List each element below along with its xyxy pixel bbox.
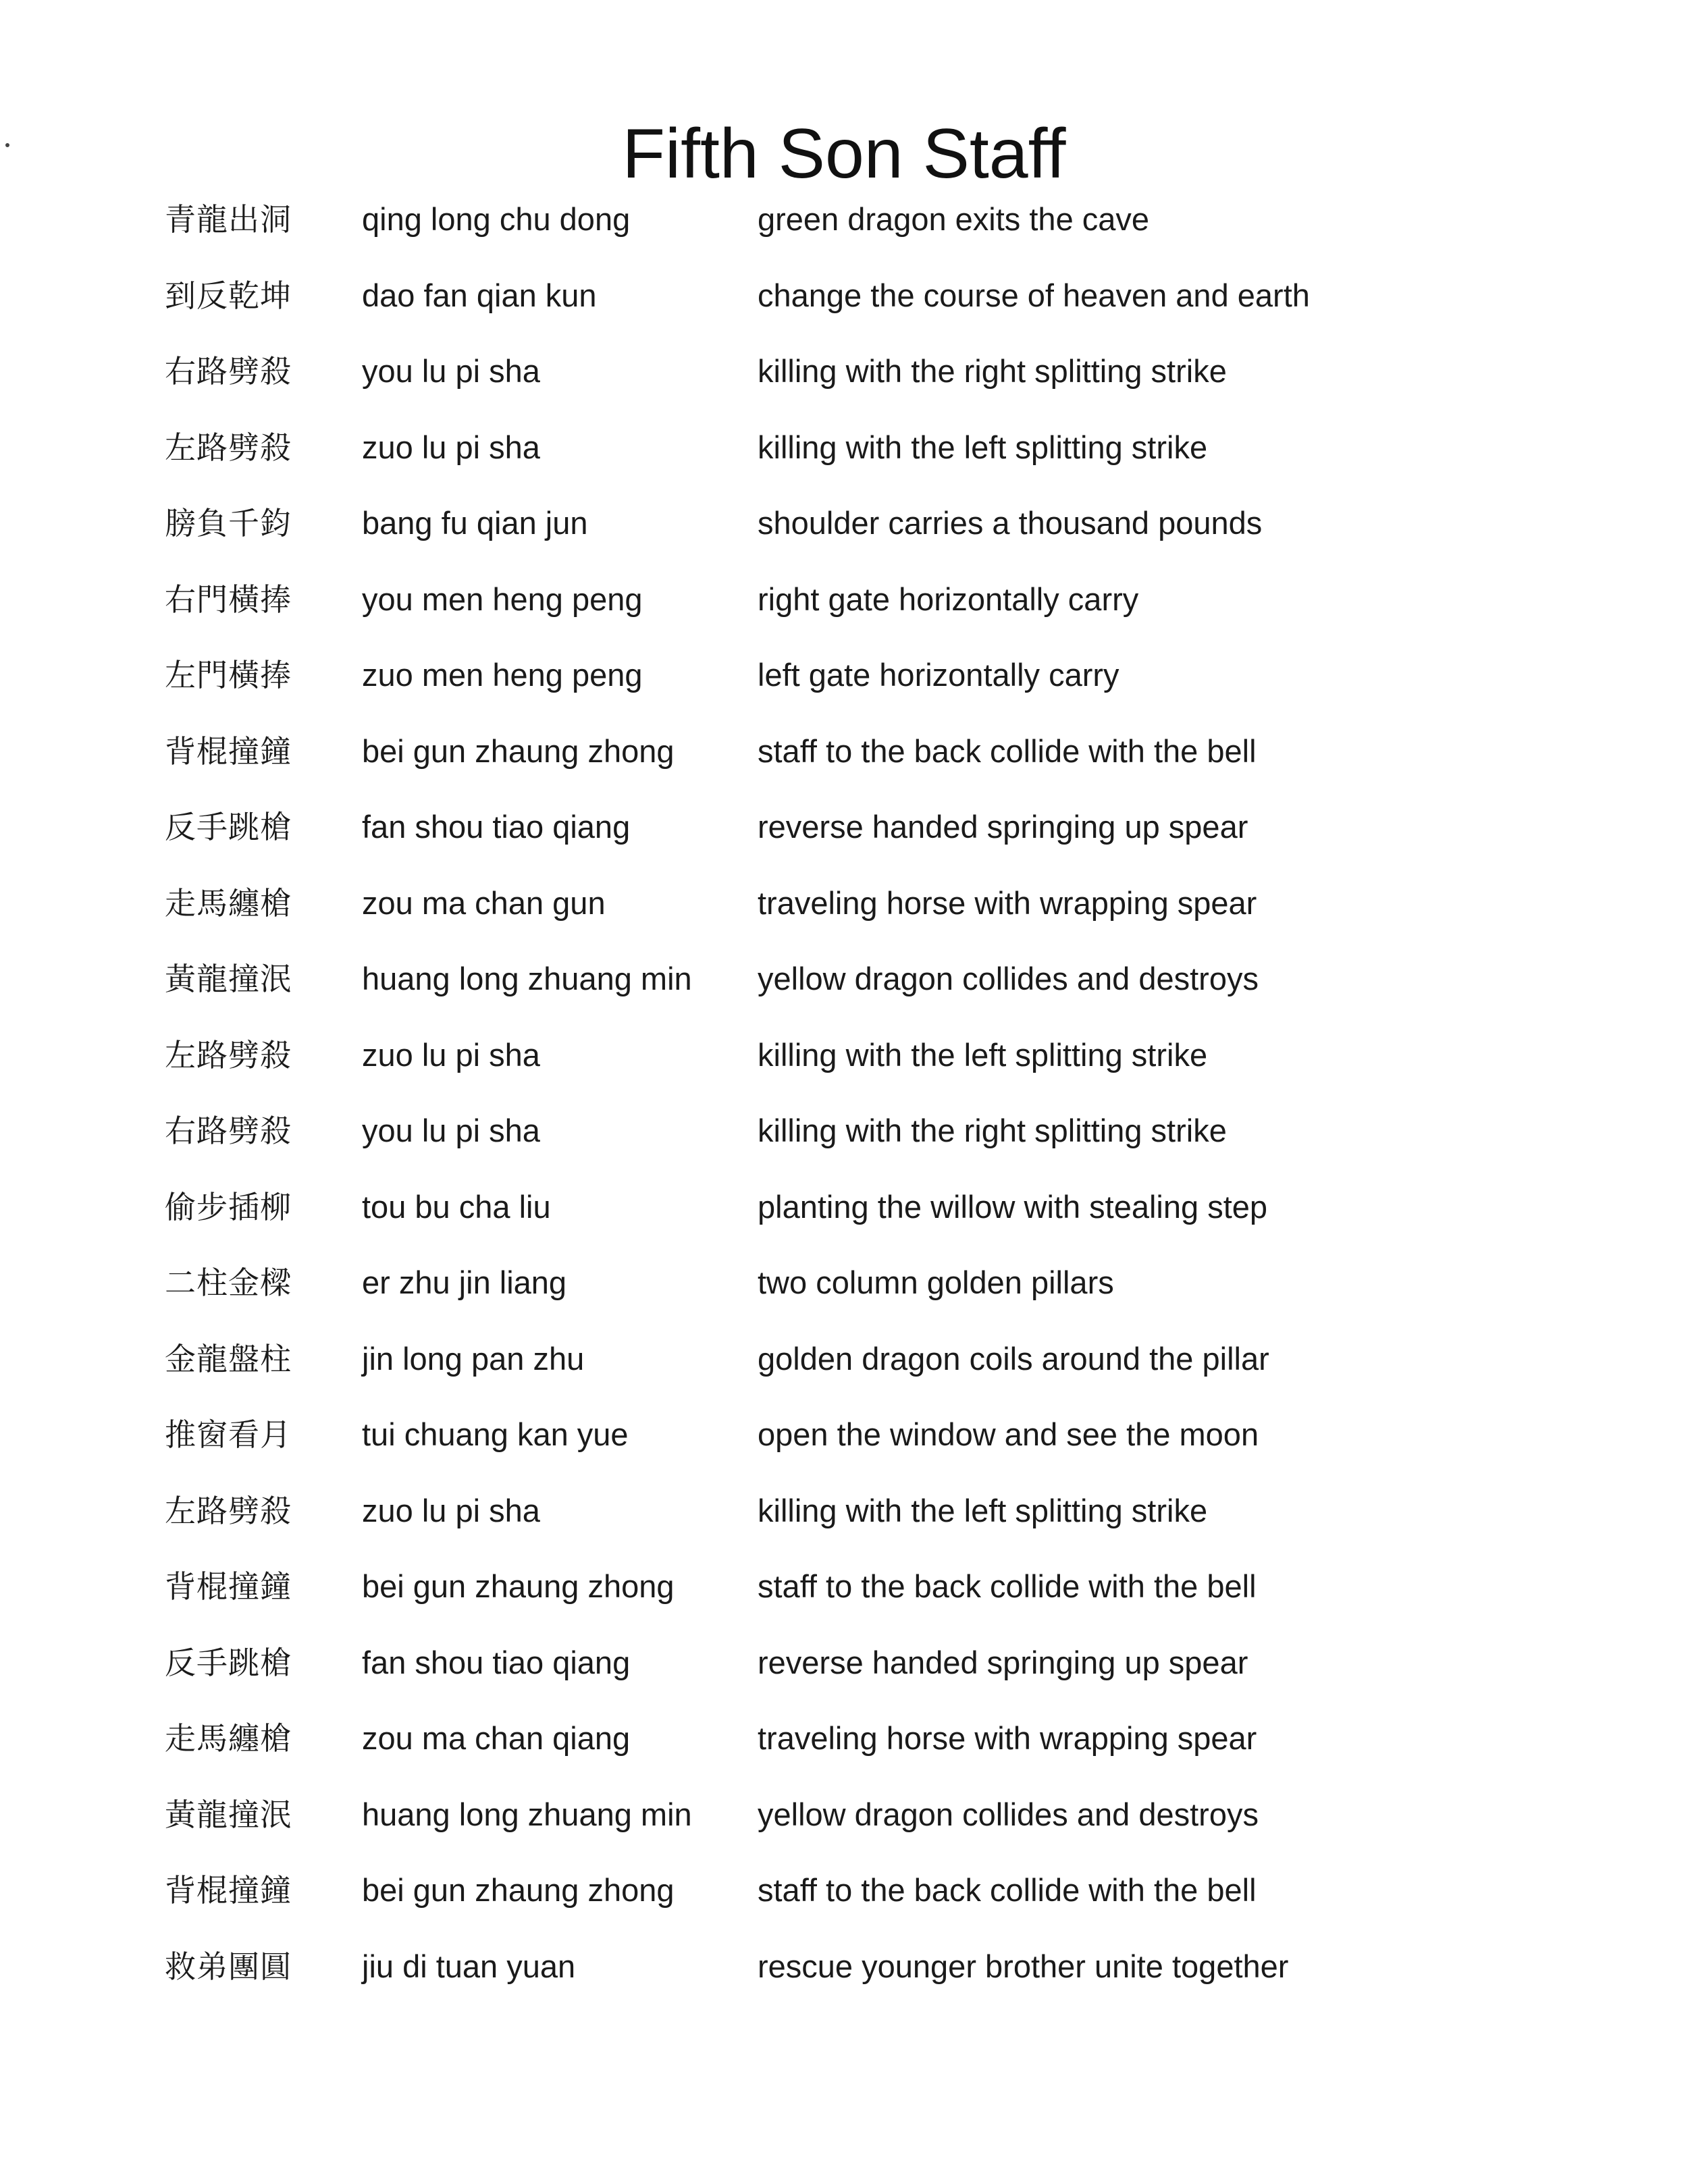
english-translation: shoulder carries a thousand pounds — [758, 505, 1263, 541]
english-translation: open the window and see the moon — [758, 1416, 1259, 1452]
list-item — [0, 576, 1688, 652]
english-translation: killing with the left splitting strike — [758, 429, 1208, 465]
list-item — [0, 1411, 1688, 1487]
english-translation: right gate horizontally carry — [758, 581, 1139, 617]
list-item — [0, 1032, 1688, 1108]
scan-speck — [5, 143, 9, 147]
english-translation: killing with the left splitting strike — [758, 1036, 1208, 1073]
hanzi-name: 金龍盤柱 — [165, 1340, 292, 1377]
hanzi-name: 右路劈殺 — [165, 353, 292, 390]
movement-list — [0, 196, 1688, 2019]
hanzi-name: 左路劈殺 — [165, 1036, 292, 1073]
english-translation: yellow dragon collides and destroys — [758, 1796, 1259, 1832]
pinyin-name: fan shou tiao qiang — [362, 809, 631, 845]
english-translation: left gate horizontally carry — [758, 657, 1119, 693]
hanzi-name: 左路劈殺 — [165, 429, 292, 466]
list-item — [0, 1107, 1688, 1183]
hanzi-name: 背棍撞鐘 — [165, 733, 292, 770]
hanzi-name: 走馬纏槍 — [165, 884, 292, 922]
english-translation: traveling horse with wrapping spear — [758, 884, 1257, 921]
list-item — [0, 1335, 1688, 1412]
list-item — [0, 348, 1688, 424]
hanzi-name: 右門橫捧 — [165, 581, 292, 618]
list-item — [0, 880, 1688, 956]
pinyin-name: zuo men heng peng — [362, 657, 643, 693]
pinyin-name: huang long zhuang min — [362, 1796, 692, 1832]
list-item — [0, 1943, 1688, 2019]
english-translation: yellow dragon collides and destroys — [758, 961, 1259, 996]
english-translation: two column golden pillars — [758, 1264, 1114, 1300]
english-translation: reverse handed springing up spear — [758, 809, 1248, 845]
hanzi-name: 到反乾坤 — [165, 277, 292, 314]
pinyin-name: tou bu cha liu — [362, 1188, 551, 1225]
pinyin-name: zuo lu pi sha — [362, 1492, 540, 1528]
pinyin-name: bei gun zhaung zhong — [362, 1568, 675, 1604]
hanzi-name: 黃龍撞泯 — [165, 961, 292, 997]
pinyin-name: er zhu jin liang — [362, 1264, 567, 1300]
hanzi-name: 二柱金樑 — [165, 1264, 292, 1301]
hanzi-name: 偷步插柳 — [165, 1188, 292, 1225]
hanzi-name: 左路劈殺 — [165, 1492, 292, 1529]
pinyin-name: jiu di tuan yuan — [362, 1948, 576, 1984]
list-item — [0, 728, 1688, 804]
list-item — [0, 1791, 1688, 1867]
list-item — [0, 1867, 1688, 1943]
hanzi-name: 膀負千鈞 — [165, 505, 292, 541]
english-translation: change the course of heaven and earth — [758, 277, 1310, 313]
list-item — [0, 1639, 1688, 1715]
hanzi-name: 反手跳槍 — [165, 1644, 292, 1681]
english-translation: planting the willow with stealing step — [758, 1188, 1268, 1225]
english-translation: rescue younger brother unite together — [758, 1948, 1289, 1984]
list-item — [0, 1183, 1688, 1260]
english-translation: golden dragon coils around the pillar — [758, 1340, 1269, 1377]
english-translation: killing with the right splitting strike — [758, 353, 1227, 389]
pinyin-name: zou ma chan gun — [362, 884, 606, 921]
hanzi-name: 反手跳槍 — [165, 809, 292, 845]
list-item — [0, 1715, 1688, 1791]
pinyin-name: qing long chu dong — [362, 201, 631, 237]
hanzi-name: 右路劈殺 — [165, 1113, 292, 1149]
pinyin-name: dao fan qian kun — [362, 277, 597, 313]
pinyin-name: you lu pi sha — [362, 353, 540, 389]
english-translation: killing with the left splitting strike — [758, 1492, 1208, 1528]
english-translation: killing with the right splitting strike — [758, 1113, 1227, 1148]
list-item — [0, 1563, 1688, 1639]
hanzi-name: 左門橫捧 — [165, 657, 292, 693]
hanzi-name: 青龍出洞 — [165, 201, 292, 238]
list-item — [0, 196, 1688, 272]
pinyin-name: tui chuang kan yue — [362, 1416, 629, 1452]
pinyin-name: bei gun zhaung zhong — [362, 733, 675, 769]
hanzi-name: 黃龍撞泯 — [165, 1796, 292, 1833]
pinyin-name: zuo lu pi sha — [362, 429, 540, 465]
list-item — [0, 500, 1688, 576]
pinyin-name: zou ma chan qiang — [362, 1720, 631, 1756]
hanzi-name: 走馬纏槍 — [165, 1720, 292, 1757]
pinyin-name: you men heng peng — [362, 581, 643, 617]
english-translation: staff to the back collide with the bell — [758, 1872, 1257, 1908]
list-item — [0, 272, 1688, 348]
english-translation: staff to the back collide with the bell — [758, 1568, 1257, 1604]
list-item — [0, 651, 1688, 728]
list-item — [0, 424, 1688, 500]
pinyin-name: bang fu qian jun — [362, 505, 588, 541]
list-item — [0, 955, 1688, 1032]
pinyin-name: jin long pan zhu — [362, 1340, 585, 1377]
list-item — [0, 803, 1688, 880]
page-title: Fifth Son Staff — [622, 115, 1066, 193]
english-translation: green dragon exits the cave — [758, 201, 1150, 237]
pinyin-name: zuo lu pi sha — [362, 1036, 540, 1073]
pinyin-name: huang long zhuang min — [362, 961, 692, 996]
pinyin-name: bei gun zhaung zhong — [362, 1872, 675, 1908]
list-item — [0, 1259, 1688, 1335]
list-item — [0, 1487, 1688, 1564]
hanzi-name: 背棍撞鐘 — [165, 1568, 292, 1605]
hanzi-name: 背棍撞鐘 — [165, 1872, 292, 1909]
hanzi-name: 救弟團圓 — [165, 1948, 292, 1985]
pinyin-name: fan shou tiao qiang — [362, 1644, 631, 1680]
pinyin-name: you lu pi sha — [362, 1113, 540, 1148]
hanzi-name: 推窗看月 — [165, 1416, 292, 1453]
english-translation: reverse handed springing up spear — [758, 1644, 1248, 1680]
english-translation: staff to the back collide with the bell — [758, 733, 1257, 769]
english-translation: traveling horse with wrapping spear — [758, 1720, 1257, 1756]
